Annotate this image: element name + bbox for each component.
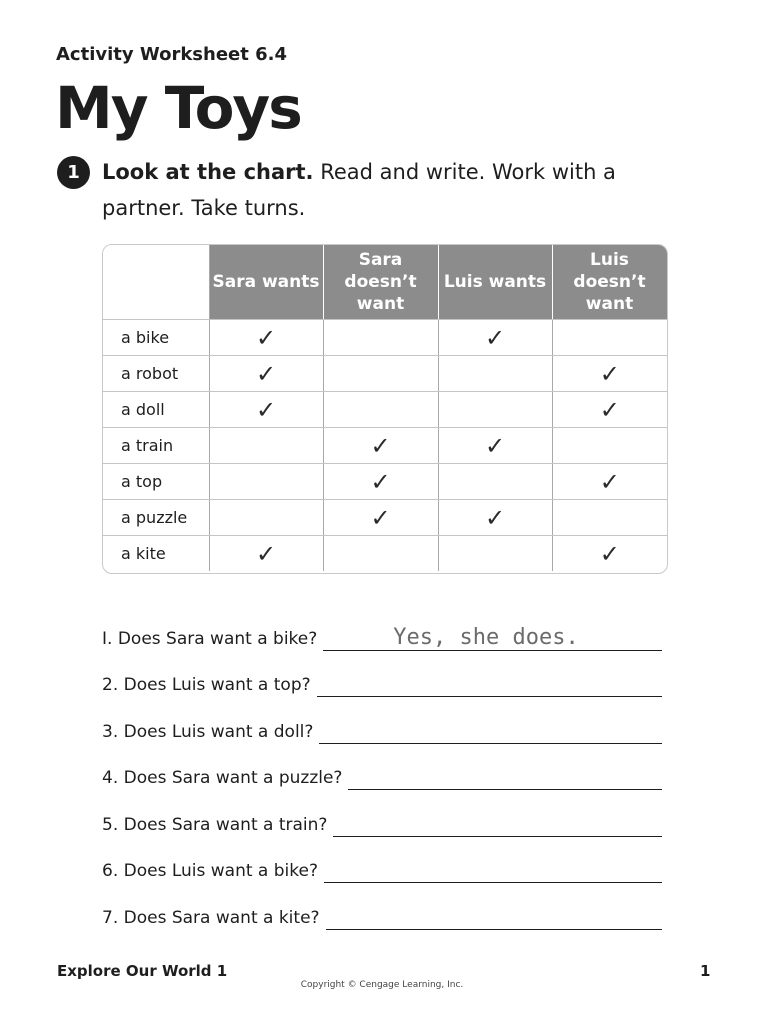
empty-cell bbox=[323, 536, 438, 572]
check-mark-icon: ✓ bbox=[323, 500, 438, 536]
column-header: Luis wants bbox=[438, 245, 552, 320]
empty-cell bbox=[209, 500, 323, 536]
chart-row bbox=[103, 428, 667, 464]
check-mark-icon: ✓ bbox=[323, 464, 438, 500]
toy-label: a kite bbox=[103, 536, 209, 572]
page-title: My Toys bbox=[55, 74, 301, 142]
check-mark-icon: ✓ bbox=[599, 539, 620, 568]
chart-row bbox=[103, 320, 667, 356]
question-text: I. Does Sara want a bike? bbox=[102, 628, 318, 649]
question-item bbox=[102, 744, 662, 791]
check-mark-icon: ✓ bbox=[438, 500, 552, 536]
column-header: Sara wants bbox=[209, 245, 323, 320]
empty-cell bbox=[552, 320, 667, 356]
question-text: 6. Does Luis want a bike? bbox=[102, 861, 318, 881]
check-mark-icon: ✓ bbox=[552, 356, 667, 392]
toy-label: a puzzle bbox=[103, 500, 209, 536]
question-item bbox=[102, 883, 662, 930]
question-item bbox=[102, 837, 662, 884]
question-text: 2. Does Luis want a top? bbox=[102, 675, 311, 695]
check-mark-icon: ✓ bbox=[438, 320, 552, 356]
answer-line[interactable] bbox=[323, 622, 662, 651]
empty-cell bbox=[323, 320, 438, 356]
question-item bbox=[102, 651, 662, 698]
chart-row bbox=[103, 392, 667, 428]
answer-line[interactable] bbox=[317, 668, 662, 697]
empty-cell bbox=[438, 464, 552, 500]
chart-row bbox=[103, 500, 667, 536]
check-mark-icon: ✓ bbox=[323, 428, 438, 464]
question-text: 3. Does Luis want a doll? bbox=[102, 721, 314, 742]
step-number-badge: 1 bbox=[57, 156, 90, 189]
empty-cell bbox=[209, 428, 323, 464]
book-title: Explore Our World 1 bbox=[57, 962, 228, 980]
answer-line[interactable] bbox=[324, 854, 662, 883]
question-text: 5. Does Sara want a train? bbox=[102, 814, 328, 835]
empty-cell bbox=[552, 428, 667, 464]
check-mark-icon: ✓ bbox=[438, 428, 552, 464]
question-item bbox=[102, 604, 662, 651]
check-mark-icon: ✓ bbox=[209, 356, 323, 392]
instruction-text bbox=[102, 154, 662, 226]
worksheet-subtitle: Activity Worksheet 6.4 bbox=[56, 44, 288, 65]
chart-corner-cell bbox=[103, 245, 209, 320]
answer-text: Yes, she does. bbox=[393, 624, 579, 650]
empty-cell bbox=[552, 500, 667, 536]
empty-cell bbox=[209, 464, 323, 500]
answer-line[interactable] bbox=[326, 901, 662, 930]
answer-line[interactable] bbox=[333, 808, 662, 837]
answer-line[interactable] bbox=[319, 715, 662, 744]
empty-cell bbox=[323, 392, 438, 428]
check-mark-icon: ✓ bbox=[552, 464, 667, 500]
copyright-notice: Copyright © Cengage Learning, Inc. bbox=[300, 980, 464, 990]
toy-label: a train bbox=[103, 428, 209, 464]
answer-line[interactable] bbox=[348, 761, 662, 790]
instruction-rest: Read and write. Work with a partner. Take turns. bbox=[102, 160, 616, 220]
empty-cell bbox=[323, 356, 438, 392]
chart-row bbox=[103, 536, 667, 572]
question-item bbox=[102, 790, 662, 837]
empty-cell bbox=[438, 392, 552, 428]
question-item bbox=[102, 697, 662, 744]
instruction-bold: Look at the chart. bbox=[102, 160, 314, 184]
toy-chart-table bbox=[103, 245, 668, 571]
check-mark-icon: ✓ bbox=[209, 320, 323, 356]
chart-row bbox=[103, 464, 667, 500]
toy-label: a bike bbox=[103, 320, 209, 356]
question-text: 4. Does Sara want a puzzle? bbox=[102, 768, 343, 788]
question-list bbox=[102, 604, 662, 930]
column-header: Luis doesn’t want bbox=[552, 245, 667, 320]
column-header: Sara doesn’t want bbox=[323, 245, 438, 320]
toy-label: a top bbox=[103, 464, 209, 500]
check-mark-icon: ✓ bbox=[552, 392, 667, 428]
page-number: 1 bbox=[700, 962, 711, 980]
toy-chart bbox=[102, 244, 668, 574]
empty-cell bbox=[438, 536, 552, 572]
empty-cell bbox=[438, 356, 552, 392]
check-mark-icon: ✓ bbox=[209, 536, 323, 572]
toy-label: a robot bbox=[103, 356, 209, 392]
chart-row bbox=[103, 356, 667, 392]
check-mark-icon: ✓ bbox=[209, 392, 323, 428]
chart-header-row bbox=[103, 245, 667, 320]
question-text: 7. Does Sara want a kite? bbox=[102, 907, 320, 928]
toy-label: a doll bbox=[103, 392, 209, 428]
